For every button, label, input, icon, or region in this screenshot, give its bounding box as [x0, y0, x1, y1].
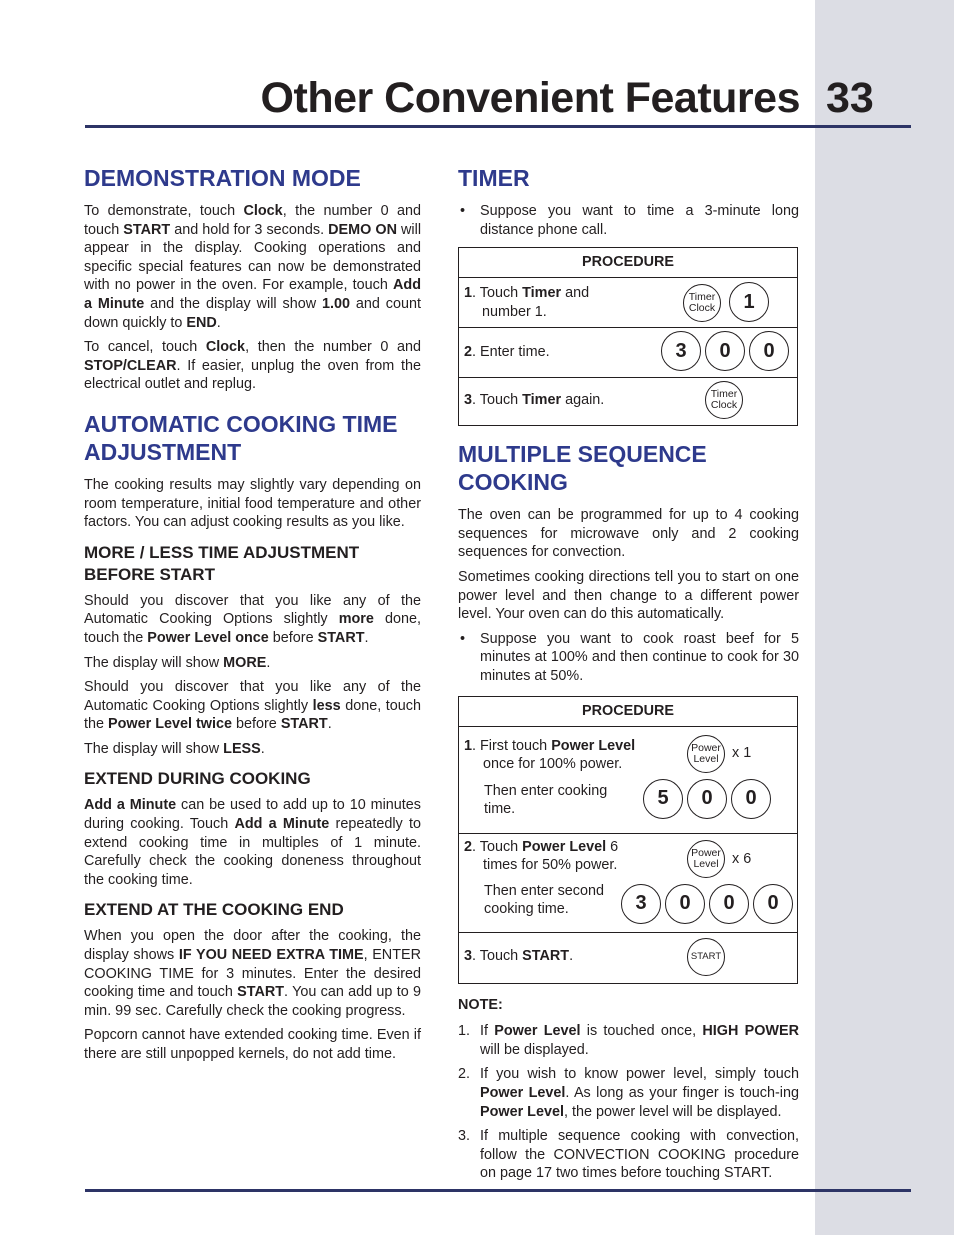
multi-step-1-text: 1. First touch Power Level once for 100% power. [464, 737, 636, 773]
note-2: 2. If you wish to know power level, simply touch Power Level. As long as your finger is touch-ing Power Level, the power level will be displayed. [458, 1066, 800, 1120]
demo-paragraph-2: To cancel, touch Clock, then the number 0 and STOP/CLEAR. If easier, unplug the oven from the electrical outlet and replug. [84, 339, 422, 393]
digit-key-0: 0 [731, 779, 771, 819]
multi-step-3-text: 3. Touch START. [464, 947, 574, 964]
timer-step-2-text: 2. Enter time. [464, 344, 550, 361]
multi-procedure-table [458, 696, 798, 984]
multi-step-2 [459, 833, 798, 932]
multi-step-1-then: Then enter cooking time. [484, 782, 608, 818]
timer-step-1-text: 1. Touch Timer and number 1. [464, 285, 590, 320]
multi-heading: MULTIPLE SEQUENCE COOKING [458, 441, 707, 496]
digit-key-0: 0 [709, 884, 749, 924]
digit-key-0: 0 [749, 331, 789, 371]
digit-key-0: 0 [687, 779, 727, 819]
digit-key-5: 5 [643, 779, 683, 819]
auto-intro: The cooking results may slightly vary depending on room temperature, initial food temperature and other factors. You can adjust cooking results as you like. [84, 476, 421, 531]
timer-procedure-table [458, 247, 798, 426]
multi-procedure-header: PROCEDURE [459, 696, 798, 726]
digit-key-0: 0 [753, 884, 793, 924]
multi-step-2-then: Then enter second cooking time. [484, 882, 605, 918]
extend-end-paragraph: When you open the door after the cooking, the display shows IF YOU NEED EXTRA TIME, ENTER COOKING TIME for 3 minutes. Enter the desired cooking time and touch START. You can add up to 9 min. 99 sec. Carefully check the cooking progress. [84, 928, 421, 1019]
note-label: NOTE: [458, 996, 503, 1013]
demo-heading: DEMONSTRATION MODE [84, 165, 361, 191]
notes-list [458, 1022, 799, 1183]
digit-key-3: 3 [621, 884, 661, 924]
timer-clock-key: Timer Clock [683, 284, 721, 322]
multiplier-x6: x 6 [732, 850, 752, 867]
timer-heading: TIMER [458, 165, 530, 191]
page-title: Other Convenient Features [260, 74, 800, 122]
digit-key-0: 0 [665, 884, 705, 924]
power-level-key: Power Level [687, 840, 725, 878]
timer-step-1 [459, 278, 798, 328]
multi-step-3 [459, 932, 798, 983]
digit-key-0: 0 [705, 331, 745, 371]
timer-clock-key: Timer Clock [705, 381, 743, 419]
timer-bullets [458, 202, 799, 239]
note-3: 3. If multiple sequence cooking with convection, follow the CONVECTION COOKING procedure on page 17 two times before touching START. [458, 1128, 799, 1182]
page-number: 33 [826, 74, 874, 122]
digit-key-3: 3 [661, 331, 701, 371]
side-margin-band [815, 0, 954, 1235]
timer-bullet: • Suppose you want to time a 3-minute long distance phone call. [458, 202, 799, 239]
less-display: The display will show LESS. [84, 740, 265, 757]
power-level-key: Power Level [687, 735, 725, 773]
multiplier-x1: x 1 [732, 744, 752, 761]
timer-step-3-text: 3. Touch Timer again. [464, 392, 605, 409]
start-key: START [687, 938, 725, 976]
multi-bullet: • Suppose you want to cook roast beef for 5 minutes at 100% and then continue to cook for 30 minutes at 50%. [458, 630, 799, 686]
note-1: 1. If Power Level is touched once, HIGH POWER will be displayed. [458, 1023, 799, 1058]
multi-paragraph-1: The oven can be programmed for up to 4 cooking sequences for microwave only and 2 cooking sequences for convection. [458, 507, 799, 561]
right-column [458, 164, 799, 1189]
left-column [84, 164, 421, 1070]
demo-paragraph-1: To demonstrate, touch Clock, the number 0 and touch START and hold for 3 seconds. DEMO ON will appear in the display. Cooking operations and specific special features can now be demonstrated with no power in the oven. For example, touch Add a Minute and the display will show 1.00 and count down quickly to END. [84, 203, 422, 331]
less-paragraph: Should you discover that you like any of the Automatic Cooking Options slightly less done, touch the Power Level twice before START. [84, 679, 422, 733]
multi-step-2-text: 2. Touch Power Level 6 times for 50% power. [464, 838, 619, 874]
auto-heading: AUTOMATIC COOKING TIME ADJUSTMENT [84, 410, 398, 465]
timer-step-3 [459, 378, 798, 426]
timer-procedure-header: PROCEDURE [459, 248, 798, 278]
multi-paragraph-2: Sometimes cooking directions tell you to start on one power level and then change to a different power level. Your oven can do this automatically. [458, 568, 799, 623]
extend-during-heading: EXTEND DURING COOKING [84, 769, 311, 789]
popcorn-paragraph: Popcorn cannot have extended cooking time. Even if there are still unpopped kernels, do not add time. [84, 1027, 421, 1062]
extend-during-paragraph: Add a Minute can be used to add up to 10 minutes during cooking. Touch Add a Minute repeatedly to extend cooking time in multiples of 1 minute. Carefully check the cooking doneness throughout the cooking time. [84, 797, 421, 888]
top-rule [85, 125, 911, 128]
multi-bullets [458, 630, 799, 686]
extend-end-heading: EXTEND AT THE COOKING END [84, 900, 344, 920]
more-display: The display will show MORE. [84, 654, 271, 671]
bottom-rule [85, 1189, 911, 1192]
multi-step-1 [459, 726, 798, 833]
more-paragraph: Should you discover that you like any of the Automatic Cooking Options slightly more done, touch the Power Level once before START. [84, 592, 422, 646]
digit-key-1: 1 [729, 282, 769, 322]
timer-step-2 [459, 328, 798, 378]
more-less-heading: MORE / LESS TIME ADJUSTMENT BEFORE START [84, 542, 360, 584]
